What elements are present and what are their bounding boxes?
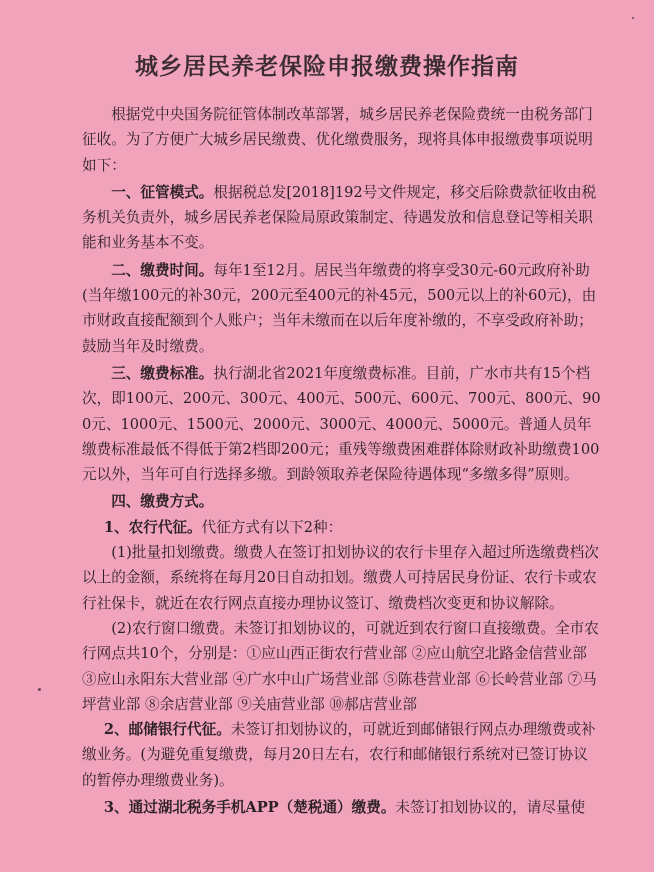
section-1-heading: 一、征管模式。 <box>111 183 214 201</box>
section-2-paragraph <box>82 258 602 359</box>
method-2-paragraph <box>82 717 602 793</box>
method-1-heading: 1、农行代征。 <box>103 518 202 536</box>
document-body <box>82 102 602 820</box>
section-2-text: 每年1至12月。居民当年缴费的将享受30元-60元政府补助(当年缴100元的补30元，200元至400元的补45元，500元以上的补60元)，由市财政直接配额到个人账户；当年未缴而在以后年度补缴的，不享受政府补助；鼓励当年及时缴费。 <box>82 261 597 355</box>
section-2-heading: 二、缴费时间。 <box>111 261 214 279</box>
section-3-paragraph <box>82 361 602 487</box>
section-1-text: 根据税总发[2018]192号文件规定，移交后除费款征收由税务机关负责外，城乡居民养老保险局原政策制定、待遇发放和信息登记等相关职能和业务基本不变。 <box>82 183 597 252</box>
section-4-paragraph <box>82 489 602 514</box>
section-3-text: 执行湖北省2021年度缴费标准。目前，广水市共有15个档次，即100元、200元、300元、400元、500元、600元、700元、800元、900元、1000元、1500元、2000元、3000元、4000元、5000元。普通人员年缴费标准最低不得低于第2档即200元；重残等缴费困难群体除财政补助缴费100元以外，当年可自行选择多缴。到龄领取养老保险待遇体现“多缴多得”原则。 <box>82 364 601 484</box>
page-title: 城乡居民养老保险申报缴费操作指南 <box>135 53 519 80</box>
method-1-text: 代征方式有以下2种： <box>201 518 343 536</box>
method-1b-paragraph: (2)农行窗口缴费。未签订扣划协议的，可就近到农行窗口直接缴费。全市农行网点共10个，分别是：①应山西正街农行营业部 ②应山航空北路金信营业部 ③应山永阳东大营业部 ④广水中山广场营业部 ⑤陈巷营业部 ⑥长岭营业部 ⑦马坪营业部 ⑧余店营业部 ⑨关庙营业部 ⑩郝店营业部 <box>82 619 599 713</box>
section-3-heading: 三、缴费标准。 <box>111 364 214 382</box>
method-2-text: 未签订扣划协议的，可就近到邮储银行网点办理缴费或补缴业务。(为避免重复缴费，每月20日左右，农行和邮储银行系统对已签订协议的暂停办理缴费业务)。 <box>82 721 596 789</box>
intro-paragraph: 根据党中央国务院征管体制改革部署，城乡居民养老保险费统一由税务部门征收。为了方便广大城乡居民缴费、优化缴费服务，现将具体申报缴费事项说明如下： <box>82 106 593 174</box>
method-3-text: 未签订扣划协议的，请尽量使 <box>395 799 586 817</box>
section-1-paragraph <box>82 180 602 256</box>
paper-speck <box>38 688 41 691</box>
method-1a-paragraph: (1)批量扣划缴费。缴费人在签订扣划协议的农行卡里存入超过所选缴费档次以上的金额，系统将在每月20日自动扣划。缴费人可持居民身份证、农行卡或农行社保卡，就近在农行网点直接办理协议签订、缴费档次变更和协议解除。 <box>82 544 599 612</box>
method-2-heading: 2、邮储银行代征。 <box>103 721 231 739</box>
section-4-heading: 四、缴费方式。 <box>111 493 214 511</box>
method-3-heading: 3、通过湖北税务手机APP（楚税通）缴费。 <box>103 799 396 817</box>
paper-speck-corner <box>632 17 634 19</box>
method-1-paragraph <box>82 515 602 540</box>
method-3-paragraph <box>82 795 602 820</box>
